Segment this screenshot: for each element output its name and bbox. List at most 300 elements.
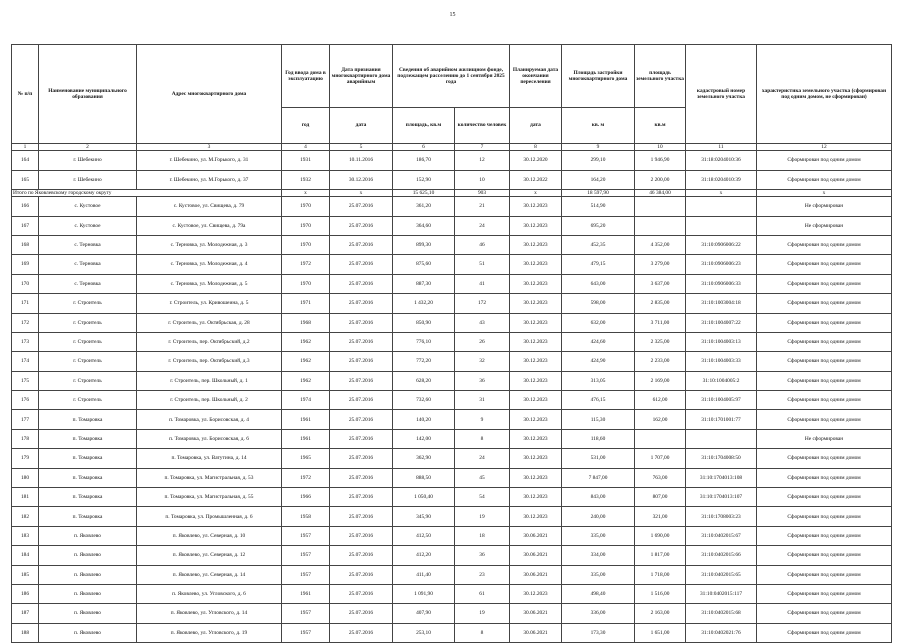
table-cell: Сформирован под одним домом [757,235,892,254]
table-cell: 23 [455,565,510,584]
table-cell: 31:10:0402015:117 [686,585,757,604]
header-num: № п/п [12,45,39,144]
table-cell: 7 847,00 [562,468,635,487]
table-cell: Сформирован под одним домом [757,313,892,332]
table-cell: 25.07.2016 [330,197,393,216]
table-cell: 12 [455,151,510,170]
table-cell: 9 [455,410,510,429]
table-row [12,488,892,507]
table-cell: 54 [455,488,510,507]
table-cell: 186,70 [393,151,455,170]
table-cell: 19 [455,604,510,623]
table-cell: 30.12.2023 [510,585,562,604]
table-cell: 1 050,40 [393,488,455,507]
table-cell: 51 [455,255,510,274]
table-cell: 31:10:0906006:23 [686,255,757,274]
table-cell: 3 279,00 [635,255,686,274]
table-cell: 1974 [282,391,330,410]
table-cell: 1 690,00 [635,526,686,545]
table-cell: 173,30 [562,623,635,642]
table-cell: 25.07.2016 [330,565,393,584]
table-cell: 25.07.2016 [330,449,393,468]
subheader-area: площадь, кв.м [393,108,455,144]
table-cell: 24 [455,216,510,235]
table-cell: 498,40 [562,585,635,604]
column-number: 8 [510,144,562,151]
table-cell: п. Яковлево [39,565,137,584]
table-cell [635,197,686,216]
header-emergency-info: Сведения об аварийном жилищном фонде, подлежащем расселению до 1 сентября 2025 года [393,45,510,108]
table-cell: 30.06.2021 [510,604,562,623]
table-cell: Сформирован под одним домом [757,449,892,468]
table-cell: г. Строитель, пер. Школьный, д. 1 [137,371,282,390]
table-cell: 31:10:1704013:107 [686,488,757,507]
table-row [12,274,892,293]
table-cell: г. Строитель [39,313,137,332]
table-cell: 173 [12,332,39,351]
table-cell: с. Терновка [39,235,137,254]
table-cell: 31:10:0906006:33 [686,274,757,293]
table-cell: п. Томаровка [39,488,137,507]
table-cell: п. Томаровка, ул. Магистральная, д. 53 [137,468,282,487]
table-cell: 31:10:0402015:66 [686,546,757,565]
table-cell [686,216,757,235]
table-cell: 30.12.2023 [510,507,562,526]
table-cell: 26 [455,332,510,351]
table-cell: 176 [12,391,39,410]
table-cell: 31:10:1701001:77 [686,410,757,429]
table-cell: с. Кустовое [39,197,137,216]
table-cell: 1972 [282,468,330,487]
table-row [12,332,892,351]
table-cell: Сформирован под одним домом [757,565,892,584]
table-cell: 598,00 [562,294,635,313]
table-row [12,449,892,468]
table-cell: 1970 [282,197,330,216]
table-cell: Не сформирован [757,429,892,448]
table-cell: 1962 [282,352,330,371]
table-cell: п. Томаровка [39,507,137,526]
table-cell [686,429,757,448]
table-cell: г. Шебекино, ул. М.Горького, д. 31 [137,151,282,170]
table-cell: 19 [455,507,510,526]
table-cell: 30.12.2023 [510,313,562,332]
table-cell: 172 [455,294,510,313]
total-label: Итого по Яковлевскому городскому округу [12,189,282,196]
subheader-sqm2: кв.м [635,108,686,144]
table-cell: п. Томаровка, ул. Борисовская, д. 4 [137,410,282,429]
subheader-date: дата [330,108,393,144]
table-cell: с. Кустовое [39,216,137,235]
table-cell: 30.12.2016 [330,170,393,189]
total-cell: x [686,189,757,196]
table-cell: 25.07.2016 [330,468,393,487]
table-cell: 30.12.2023 [510,255,562,274]
table-cell: 772,20 [393,352,455,371]
table-cell: п. Яковлево, ул. Угловского, д. 6 [137,585,282,604]
table-cell: 21 [455,197,510,216]
table-row [12,352,892,371]
table-cell: 181 [12,488,39,507]
table-cell: 364,60 [393,216,455,235]
table-row [12,216,892,235]
table-cell: 850,90 [393,313,455,332]
table-cell: с. Терновка [39,255,137,274]
table-cell: п. Яковлево [39,546,137,565]
table-cell: Сформирован под одним домом [757,391,892,410]
table-cell: 30.12.2023 [510,352,562,371]
table-row [12,507,892,526]
table-cell: 31:10:0906006:22 [686,235,757,254]
table-cell: 3 711,00 [635,313,686,332]
table-cell: 334,00 [562,546,635,565]
table-cell: 30.12.2023 [510,449,562,468]
table-cell: 168 [12,235,39,254]
table-cell: 1965 [282,449,330,468]
table-cell: 1957 [282,623,330,642]
table-cell: 31:10:0402015:68 [686,604,757,623]
table-cell: 1 432,20 [393,294,455,313]
table-cell: Сформирован под одним домом [757,255,892,274]
table-cell: п. Яковлево, ул. Северная, д. 12 [137,546,282,565]
table-cell: г. Шебекино [39,170,137,189]
table-cell: 31:18:0204010:39 [686,170,757,189]
table-cell: 30.12.2023 [510,488,562,507]
table-cell: 25.07.2016 [330,352,393,371]
table-cell: 31:10:1708003:23 [686,507,757,526]
table-cell: 1958 [282,507,330,526]
table-cell: 179 [12,449,39,468]
header-land-char: характеристика земельного участка (сформирован под одним домом, не сформирован) [757,45,892,144]
table-cell: г. Строитель, пер. Октябрьский, д.3 [137,352,282,371]
table-cell: Сформирован под одним домом [757,585,892,604]
table-row [12,170,892,189]
table-cell [635,216,686,235]
table-cell: 46 [455,235,510,254]
table-cell: Сформирован под одним домом [757,468,892,487]
table-cell: 30.12.2023 [510,274,562,293]
table-cell: 30.12.2023 [510,468,562,487]
table-cell: г. Строитель [39,352,137,371]
table-cell: 31:10:1704013:108 [686,468,757,487]
table-cell: Сформирован под одним домом [757,170,892,189]
table-cell: 476,15 [562,391,635,410]
table-cell: 1970 [282,216,330,235]
table-cell: п. Томаровка [39,410,137,429]
table-cell: 18 [455,526,510,545]
table-row [12,526,892,545]
total-cell: x [330,189,393,196]
column-number: 5 [330,144,393,151]
table-cell: 732,60 [393,391,455,410]
table-cell: 1961 [282,585,330,604]
column-number: 10 [635,144,686,151]
table-cell: 1966 [282,488,330,507]
table-row [12,429,892,448]
table-cell: Не сформирован [757,197,892,216]
table-cell: 174 [12,352,39,371]
table-cell: 30.12.2022 [510,170,562,189]
table-cell: с. Терновка, ул. Молодежная, д. 3 [137,235,282,254]
table-cell: 24 [455,449,510,468]
table-cell: Сформирован под одним домом [757,623,892,642]
table-cell: 166 [12,197,39,216]
table-cell: г. Строитель [39,294,137,313]
table-cell: 1970 [282,235,330,254]
table-cell: п. Яковлево, ул. Северная, д. 14 [137,565,282,584]
table-cell: 25.07.2016 [330,313,393,332]
table-cell: Сформирован под одним домом [757,294,892,313]
table-cell: 1970 [282,274,330,293]
table-cell: 45 [455,468,510,487]
table-cell: п. Яковлево [39,623,137,642]
table-cell: 30.12.2023 [510,294,562,313]
subheader-sqm: кв. м [562,108,635,144]
table-cell: 1931 [282,151,330,170]
table-cell: 25.07.2016 [330,332,393,351]
total-row [12,189,892,196]
table-cell: 187 [12,604,39,623]
table-cell: 313,05 [562,371,635,390]
subheader-year: год [282,108,330,144]
table-cell: 887,30 [393,274,455,293]
table-cell: 30.06.2021 [510,623,562,642]
table-cell: г. Строитель, ул. Октябрьская, д. 28 [137,313,282,332]
column-number: 2 [39,144,137,151]
table-cell: 172 [12,313,39,332]
table-cell: 184 [12,546,39,565]
table-cell: 643,00 [562,274,635,293]
table-cell: 140,20 [393,410,455,429]
table-cell: Сформирован под одним домом [757,507,892,526]
table-row [12,313,892,332]
table-cell: 170 [12,274,39,293]
table-cell: г. Строитель, пер. Октябрьский, д.2 [137,332,282,351]
table-cell: 452,35 [562,235,635,254]
table-cell: 531,00 [562,449,635,468]
header-municipality: Наименование муниципального образования [39,45,137,144]
table-cell: 1 718,00 [635,565,686,584]
table-cell: 888,50 [393,468,455,487]
total-cell: 15 625,10 [393,189,455,196]
table-row [12,197,892,216]
table-cell: 30.12.2023 [510,371,562,390]
table-cell: п. Томаровка [39,468,137,487]
table-row [12,255,892,274]
table-cell: 164,20 [562,170,635,189]
table-cell: 632,00 [562,313,635,332]
table-cell: 31:10:0402015:65 [686,565,757,584]
table-row [12,565,892,584]
table-cell: 164 [12,151,39,170]
table-cell: 30.06.2021 [510,526,562,545]
table-cell: 61 [455,585,510,604]
table-cell: 807,00 [635,488,686,507]
table-cell: 2 169,00 [635,371,686,390]
table-cell: 299,10 [562,151,635,170]
table-cell: Сформирован под одним домом [757,332,892,351]
table-cell: 31:10:1004005:2 [686,371,757,390]
table-cell: 2 163,00 [635,604,686,623]
header-address: Адрес многоквартирного дома [137,45,282,144]
table-cell: п. Яковлево, ул. Угловского, д. 14 [137,604,282,623]
table-cell: 8 [455,429,510,448]
table-row [12,585,892,604]
table-cell: 31:10:1004005:97 [686,391,757,410]
table-cell: 31:10:0402015:67 [686,526,757,545]
table-cell: п. Томаровка, ул. Магистральная, д. 55 [137,488,282,507]
table-cell: 1972 [282,255,330,274]
table-cell: Сформирован под одним домом [757,274,892,293]
table-cell: 43 [455,313,510,332]
table-cell: 25.07.2016 [330,255,393,274]
table-cell: 1961 [282,429,330,448]
table-body [12,151,892,643]
table-cell: 240,00 [562,507,635,526]
table-cell: 31:18:0204010:36 [686,151,757,170]
header-land-area: площадь земельного участка [635,45,686,108]
table-cell: 30.12.2023 [510,216,562,235]
table-cell: 843,00 [562,488,635,507]
table-cell: п. Яковлево [39,526,137,545]
table-cell: 31:10:1003004:18 [686,294,757,313]
table-cell: п. Томаровка [39,449,137,468]
subheader-date2: дата [510,108,562,144]
table-cell: г. Шебекино, ул. М.Горького, д. 37 [137,170,282,189]
table-cell: 25.07.2016 [330,507,393,526]
table-cell: г. Строитель [39,371,137,390]
header-cadastral: кадастровый номер земельного участка [686,45,757,144]
table-cell: с. Кустовое, ул. Свищева, д. 79 [137,197,282,216]
column-number: 4 [282,144,330,151]
table-row [12,468,892,487]
table-cell: 424,60 [562,332,635,351]
column-number: 6 [393,144,455,151]
table-cell: 412,20 [393,546,455,565]
table-cell: 25.07.2016 [330,274,393,293]
table-cell: с. Кустовое, ул. Свищева, д. 79а [137,216,282,235]
table-cell: 3 637,00 [635,274,686,293]
table-cell: 25.07.2016 [330,391,393,410]
table-cell: 412,50 [393,526,455,545]
table-cell: 411,40 [393,565,455,584]
table-cell: 253,10 [393,623,455,642]
table-cell: 362,90 [393,449,455,468]
table-cell: 1968 [282,313,330,332]
table-cell: Не сформирован [757,216,892,235]
table-cell: 763,00 [635,468,686,487]
table-cell: 1 707,00 [635,449,686,468]
table-cell: 115,30 [562,410,635,429]
table-cell: 162,00 [635,410,686,429]
table-cell: 25.07.2016 [330,623,393,642]
table-cell: г. Строитель, ул. Кривошеина, д. 5 [137,294,282,313]
table-cell: 479,15 [562,255,635,274]
table-cell: 30.12.2020 [510,151,562,170]
table-cell: 1957 [282,604,330,623]
table-cell: 345,90 [393,507,455,526]
table-cell: 335,00 [562,565,635,584]
table-cell: 2 200,00 [635,170,686,189]
table-cell: 41 [455,274,510,293]
table-cell: 335,00 [562,526,635,545]
table-row [12,371,892,390]
table-cell: 628,20 [393,371,455,390]
table-cell: 178 [12,429,39,448]
total-cell: 18 597,90 [562,189,635,196]
table-cell: с. Терновка, ул. Молодежная, д. 5 [137,274,282,293]
table-cell: 31:10:1004007:22 [686,313,757,332]
table-cell: 1 091,90 [393,585,455,604]
table-cell: 25.07.2016 [330,371,393,390]
table-cell: 30.12.2023 [510,410,562,429]
page-number: 15 [449,12,456,18]
table-cell [686,197,757,216]
table-cell: 32 [455,352,510,371]
table-cell: 142,00 [393,429,455,448]
table-cell: Сформирован под одним домом [757,371,892,390]
total-cell: x [757,189,892,196]
table-cell: 1971 [282,294,330,313]
total-cell: x [510,189,562,196]
table-cell: 1962 [282,371,330,390]
table-cell: 875,60 [393,255,455,274]
table-cell: Сформирован под одним домом [757,410,892,429]
table-cell: 2 233,00 [635,352,686,371]
table-cell: 30.12.2023 [510,332,562,351]
table-cell: 10 [455,170,510,189]
table-cell: с. Терновка [39,274,137,293]
table-cell: Сформирован под одним домом [757,352,892,371]
table-cell: 336,00 [562,604,635,623]
table-cell: 31 [455,391,510,410]
table-cell: 165 [12,170,39,189]
table-cell: 1 946,90 [635,151,686,170]
table-cell: 175 [12,371,39,390]
table-cell: 25.07.2016 [330,546,393,565]
column-number: 3 [137,144,282,151]
column-number: 9 [562,144,635,151]
table-cell: 8 [455,623,510,642]
table-cell: п. Яковлево, ул. Угловского, д. 19 [137,623,282,642]
column-number: 7 [455,144,510,151]
table-cell: 31:10:1004003:13 [686,332,757,351]
table-cell: 25.07.2016 [330,526,393,545]
table-cell: п. Томаровка, ул. Борисовская, д. 6 [137,429,282,448]
table-cell: 25.07.2016 [330,410,393,429]
table-cell: 118,60 [562,429,635,448]
table-cell: 167 [12,216,39,235]
total-cell: 903 [455,189,510,196]
table-cell: 1 817,00 [635,546,686,565]
table-cell: 186 [12,585,39,604]
total-cell: 46 384,00 [635,189,686,196]
table-cell: 25.07.2016 [330,429,393,448]
table-cell: 612,00 [635,391,686,410]
table-cell: п. Томаровка, ул. Ватутина, д. 14 [137,449,282,468]
table-cell: 183 [12,526,39,545]
header-year-built: Год ввода дома в эксплуатацию [282,45,330,108]
table-cell: Сформирован под одним домом [757,151,892,170]
table-cell: 424,90 [562,352,635,371]
table-cell: 152,90 [393,170,455,189]
table-cell: Сформирован под одним домом [757,546,892,565]
table-cell: 899,30 [393,235,455,254]
table-cell: Сформирован под одним домом [757,526,892,545]
table-cell: 25.07.2016 [330,216,393,235]
emergency-housing-table [11,44,892,643]
table-cell: 25.07.2016 [330,294,393,313]
